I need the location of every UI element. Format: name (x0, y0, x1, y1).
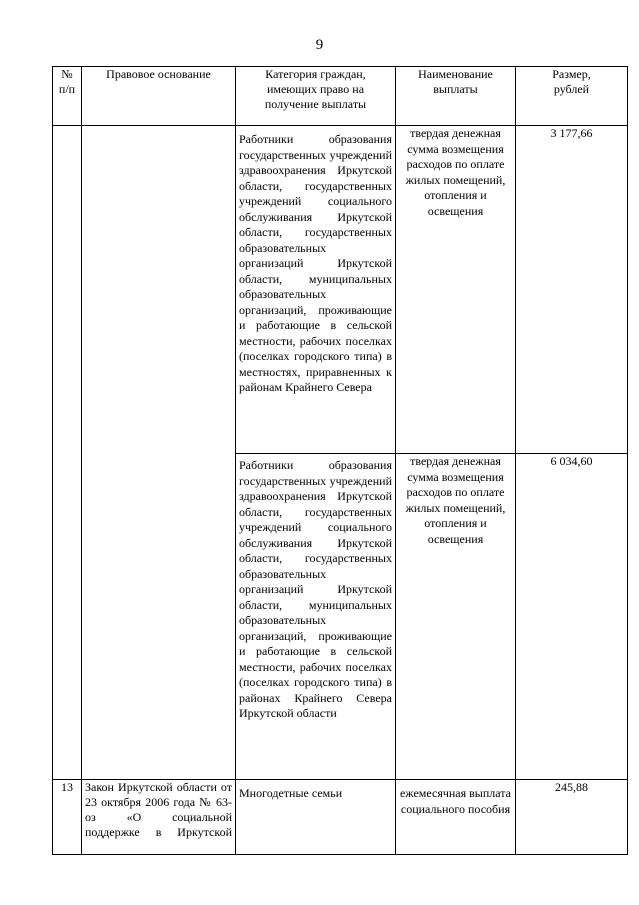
header-category-line: Категория граждан, (265, 67, 366, 81)
header-number-line: № (61, 67, 73, 81)
legal-basis-cell: Закон Иркутской области от 23 октября 2006 года № 63-оз «О социальной поддержке в Иркутской (82, 780, 236, 855)
row-number-cell (53, 126, 82, 780)
payment-name-cell: твердая денежная сумма возмещения расходов по оплате жилых помещений, отопления и освещения (396, 454, 516, 780)
payment-name-cell: твердая денежная сумма возмещения расходов по оплате жилых помещений, отопления и освещения (396, 126, 516, 454)
header-amount-line: рублей (553, 82, 590, 96)
header-payment-line: выплаты (433, 82, 478, 96)
header-category-line: имеющих право на (266, 82, 365, 96)
amount-cell: 6 034,60 (516, 454, 628, 780)
table-header-row (53, 67, 628, 126)
row-number-cell: 13 (53, 780, 82, 855)
category-cell: Работники образования государственных учреждений здравоохранения Иркутской области, государственных учреждений социального обслуживания Иркутской области, государственных образовательных организаций Иркутской области, муниципальных образовательных организаций, проживающие и работающие в сельской местности, рабочих поселках (поселках городского типа) в районах Крайнего Севера Иркутской области (236, 454, 396, 780)
category-cell: Многодетные семьи (236, 780, 396, 855)
amount-cell: 245,88 (516, 780, 628, 855)
header-amount (516, 67, 628, 126)
table-row (53, 126, 628, 454)
header-category-line: получение выплаты (264, 97, 367, 111)
amount-cell: 3 177,66 (516, 126, 628, 454)
header-number-line: п/п (58, 82, 76, 96)
header-amount-line: Размер, (552, 67, 591, 81)
payments-table (52, 66, 628, 855)
payment-name-cell: ежемесячная выплата социального пособия (396, 780, 516, 855)
header-payment-line: Наименование (418, 67, 493, 81)
category-cell: Работники образования государственных учреждений здравоохранения Иркутской области, государственных учреждений социального обслуживания Иркутской области, государственных образовательных организаций Иркутской области, муниципальных образовательных организаций, проживающие и работающие в сельской местности, рабочих поселках (поселках городского типа) в местностях, приравненных к районам Крайнего Севера (236, 126, 396, 454)
header-category (236, 67, 396, 126)
legal-basis-cell (82, 126, 236, 780)
header-payment-name (396, 67, 516, 126)
header-legal-basis: Правовое основание (82, 67, 236, 126)
header-number (53, 67, 82, 126)
table-row (53, 780, 628, 855)
page-number: 9 (315, 37, 324, 53)
